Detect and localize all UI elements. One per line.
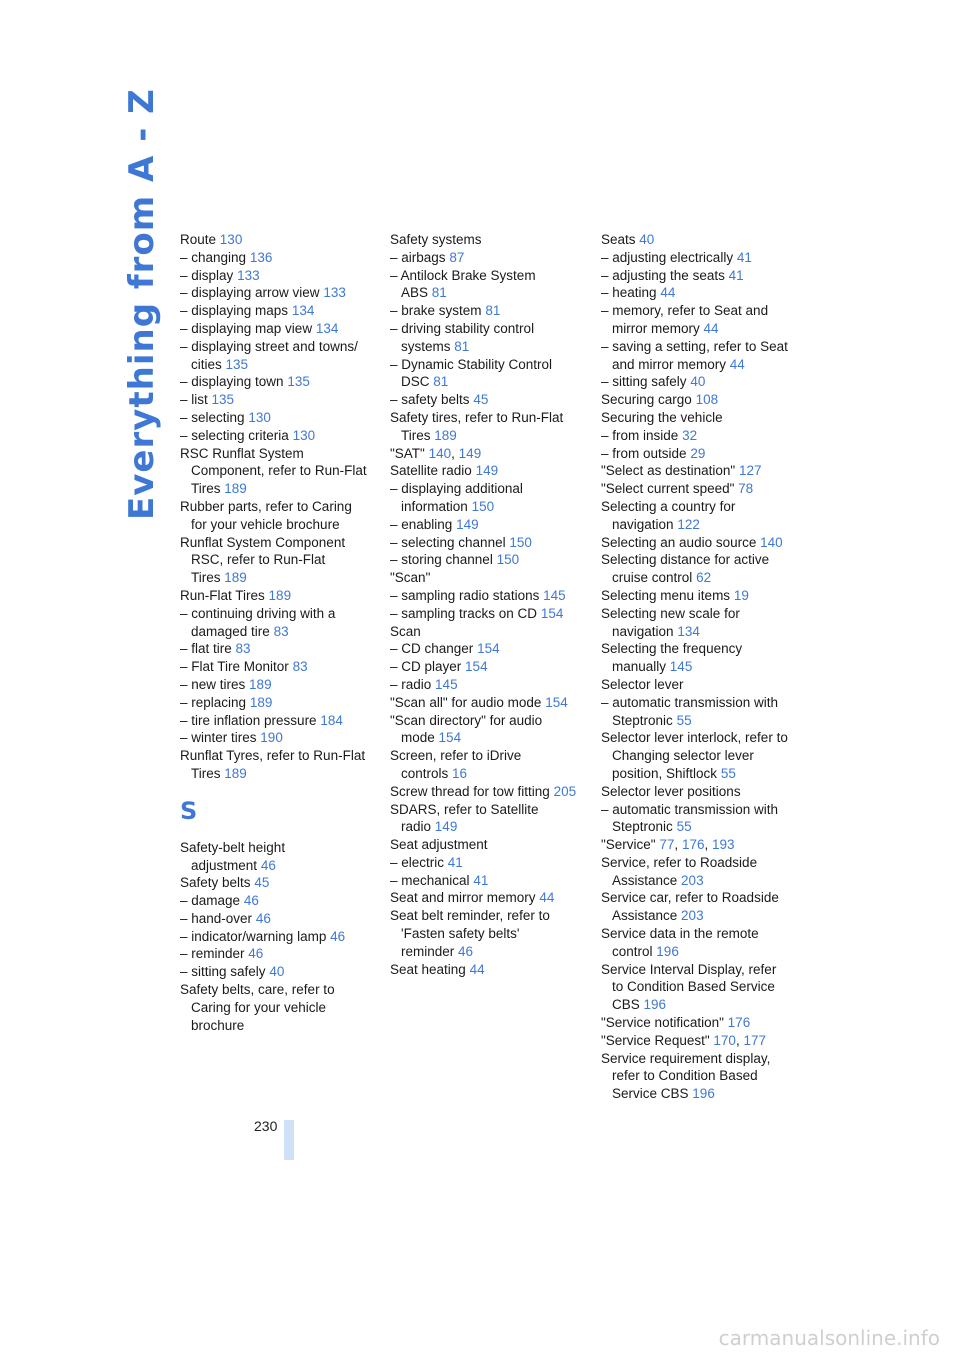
index-entry-text: Run-Flat Tires bbox=[180, 587, 265, 603]
index-entry-text: – sampling radio stations bbox=[390, 587, 540, 603]
index-entry-text: – from outside bbox=[601, 445, 687, 461]
page-reference-link[interactable]: 149 bbox=[475, 463, 499, 479]
section-title-vertical: Everything from A - Z bbox=[122, 88, 162, 520]
index-entry-text: – selecting criteria bbox=[180, 427, 289, 443]
index-entry-text: Seat belt reminder, refer to 'Fasten safety belts' reminder bbox=[390, 908, 550, 959]
index-entry-text: Safety belts, care, refer to Caring for your vehicle brochure bbox=[180, 982, 335, 1033]
index-entry bbox=[390, 516, 580, 534]
index-entry-text: Selector lever interlock, refer to Changing selector lever position, Shiftlock bbox=[601, 730, 788, 781]
page-reference-link[interactable]: 44 bbox=[539, 890, 555, 906]
page-marker-bar bbox=[284, 1120, 294, 1160]
page-reference-link[interactable]: 134 bbox=[291, 303, 315, 319]
index-entry bbox=[601, 587, 791, 605]
index-entry-text: SDARS, refer to Satellite radio bbox=[390, 801, 539, 835]
index-entry-text: – memory, refer to Seat and mirror memory bbox=[601, 303, 769, 336]
index-entry-text: Seat and mirror memory bbox=[390, 890, 536, 906]
page-reference-link[interactable]: 154 bbox=[540, 605, 564, 621]
page-reference-link[interactable]: 83 bbox=[235, 641, 251, 657]
page-reference-link[interactable]: 184 bbox=[320, 712, 343, 728]
index-entry-text: Securing the vehicle bbox=[601, 409, 723, 425]
index-entry bbox=[601, 676, 791, 694]
index-entry bbox=[601, 854, 791, 890]
index-entry-text: "Scan" bbox=[390, 570, 431, 586]
page-reference-link[interactable]: 145 bbox=[543, 587, 566, 603]
index-entry bbox=[390, 640, 580, 658]
page-reference-link[interactable]: 81 bbox=[485, 303, 501, 319]
index-entry-text: Screen, refer to iDrive controls bbox=[390, 748, 522, 781]
page-reference-link[interactable]: 41 bbox=[447, 854, 463, 870]
index-entry-text: Runflat Tyres, refer to Run-Flat Tires bbox=[180, 748, 366, 781]
page-reference-link[interactable]: 45 bbox=[254, 875, 270, 891]
page-reference-link[interactable]: 44 bbox=[703, 320, 719, 336]
page-reference-link[interactable]: 149 bbox=[458, 445, 482, 461]
index-entry bbox=[601, 445, 791, 463]
index-entry-text: – Antilock Brake System ABS bbox=[390, 267, 536, 301]
index-entry-text: Service requirement display, refer to Condition Based Service CBS bbox=[601, 1050, 771, 1102]
index-entry bbox=[601, 1050, 791, 1103]
page-reference-link[interactable]: 150 bbox=[509, 534, 532, 550]
page-reference-link[interactable]: 154 bbox=[477, 641, 500, 657]
page-reference-link[interactable]: 176 bbox=[681, 837, 705, 853]
index-entry-text: Service, refer to Roadside Assistance bbox=[601, 854, 758, 888]
index-entry-text: Screw thread for tow fitting bbox=[390, 783, 550, 799]
page-reference-link[interactable]: 154 bbox=[465, 659, 488, 675]
index-entry bbox=[390, 694, 580, 712]
index-entry bbox=[180, 694, 370, 712]
page-reference-link[interactable]: 83 bbox=[292, 659, 308, 675]
index-entry-text: – displaying street and towns/ cities bbox=[180, 338, 358, 372]
index-entry-text: Selector lever bbox=[601, 676, 684, 692]
index-entry-text: Selecting the frequency manually bbox=[601, 641, 743, 675]
index-entry-text: Selector lever positions bbox=[601, 783, 741, 799]
index-entry bbox=[601, 783, 791, 801]
index-entry bbox=[390, 409, 580, 445]
page-reference-link[interactable]: 136 bbox=[249, 249, 273, 265]
index-entry-text: – safety belts bbox=[390, 392, 470, 408]
page-reference-link[interactable]: 29 bbox=[690, 445, 706, 461]
index-entry-text: – mechanical bbox=[390, 872, 470, 888]
index-entry bbox=[180, 320, 370, 338]
page-reference-link[interactable]: 130 bbox=[219, 232, 243, 247]
index-entry bbox=[390, 302, 580, 320]
index-entry-text: Selecting new scale for navigation bbox=[601, 605, 740, 639]
page-reference-link[interactable]: 46 bbox=[243, 893, 259, 909]
index-entry bbox=[601, 249, 791, 267]
page-reference-link[interactable]: 196 bbox=[692, 1086, 715, 1102]
index-entry-text: Service Interval Display, refer to Condition Based Service CBS bbox=[601, 961, 777, 1013]
page-reference-link[interactable]: 145 bbox=[669, 659, 693, 675]
index-section-letter: S bbox=[180, 796, 198, 825]
page-reference-link[interactable]: 77 bbox=[659, 837, 675, 853]
index-entry bbox=[601, 889, 791, 925]
index-entry-text: Selecting distance for active cruise control bbox=[601, 552, 770, 586]
index-entry-text: – sitting safely bbox=[180, 964, 266, 980]
index-entry bbox=[180, 587, 370, 605]
index-entry bbox=[180, 409, 370, 427]
index-entry bbox=[180, 945, 370, 963]
index-entry bbox=[180, 729, 370, 747]
index-entry bbox=[601, 729, 791, 782]
index-entry-text: "SAT" bbox=[390, 445, 425, 461]
index-entry-text: – enabling bbox=[390, 516, 453, 532]
index-entry bbox=[390, 480, 580, 516]
index-entry bbox=[390, 889, 580, 907]
index-entry bbox=[601, 302, 791, 338]
index-entry-text: Scan bbox=[390, 623, 421, 639]
index-entry bbox=[180, 981, 370, 1034]
index-entry-text: RSC Runflat System Component, refer to Run-Flat Tires bbox=[180, 445, 367, 497]
index-entry-text: Route bbox=[180, 232, 217, 247]
index-column-1 bbox=[180, 231, 370, 1034]
index-entry bbox=[601, 961, 791, 1014]
index-entry bbox=[180, 391, 370, 409]
index-entry bbox=[601, 267, 791, 285]
index-entry-text: – Dynamic Stability Control DSC bbox=[390, 356, 553, 390]
page-reference-link[interactable]: 190 bbox=[260, 730, 283, 746]
index-entry bbox=[180, 712, 370, 730]
page-reference-link[interactable]: 44 bbox=[660, 285, 676, 301]
page-reference-link[interactable]: 81 bbox=[454, 338, 470, 354]
index-entry bbox=[390, 676, 580, 694]
page-reference-link[interactable]: 196 bbox=[643, 997, 667, 1013]
index-entry: "SAT" 140, 149 bbox=[390, 445, 482, 461]
index-entry-text: "Service notification" bbox=[601, 1015, 724, 1031]
index-entry bbox=[180, 640, 370, 658]
page-reference-link[interactable]: 196 bbox=[656, 943, 679, 959]
index-entry bbox=[180, 231, 370, 249]
page-reference-link[interactable]: 16 bbox=[452, 765, 468, 781]
index-entry bbox=[601, 551, 791, 587]
page-reference-link[interactable]: 176 bbox=[727, 1015, 751, 1031]
index-entry-text: – winter tires bbox=[180, 730, 257, 746]
page-reference-link[interactable]: 46 bbox=[458, 943, 474, 959]
index-entry-text: – adjusting electrically bbox=[601, 249, 734, 265]
index-entry bbox=[390, 801, 580, 837]
index-entry bbox=[390, 587, 580, 605]
index-entry bbox=[180, 534, 370, 587]
index-entry-text: Rubber parts, refer to Caring for your vehicle brochure bbox=[180, 498, 352, 532]
index-entry bbox=[180, 658, 370, 676]
index-entry-text: Seats bbox=[601, 232, 636, 247]
index-entry bbox=[390, 391, 580, 409]
index-entry-text: – sampling tracks on CD bbox=[390, 605, 538, 621]
page-reference-link[interactable]: 81 bbox=[433, 374, 449, 390]
page-reference-link[interactable]: 189 bbox=[434, 427, 457, 443]
page-reference-link[interactable]: 32 bbox=[682, 427, 698, 443]
page-reference-link[interactable]: 134 bbox=[677, 623, 700, 639]
index-entry-text: – airbags bbox=[390, 249, 446, 265]
page-reference-link[interactable]: 83 bbox=[273, 623, 289, 639]
index-entry bbox=[390, 551, 580, 569]
page-reference-link[interactable]: 46 bbox=[330, 928, 346, 944]
page-reference-link[interactable]: 205 bbox=[553, 783, 577, 799]
index-entry bbox=[601, 534, 791, 552]
page-reference-link[interactable]: 127 bbox=[738, 463, 762, 479]
page-reference-link[interactable]: 170 bbox=[713, 1032, 736, 1048]
index-entry-text: "Select as destination" bbox=[601, 463, 736, 479]
index-entry-text: – continuing driving with a damaged tire bbox=[180, 605, 336, 639]
index-entry bbox=[390, 872, 580, 890]
index-entry-text: – radio bbox=[390, 676, 432, 692]
index-entry bbox=[601, 605, 791, 641]
index-entry-text: – CD changer bbox=[390, 641, 474, 657]
index-entry-text: Selecting menu items bbox=[601, 587, 731, 603]
index-entry bbox=[390, 320, 580, 356]
page-reference-link[interactable]: 189 bbox=[224, 481, 247, 497]
index-entry-text: "Service" bbox=[601, 837, 656, 853]
index-entry-text: Selecting an audio source bbox=[601, 534, 757, 550]
page-reference-link[interactable]: 122 bbox=[677, 516, 700, 532]
page-reference-link[interactable]: 193 bbox=[712, 837, 735, 853]
index-entry bbox=[601, 1014, 791, 1032]
page-reference-link[interactable]: 154 bbox=[438, 730, 462, 746]
index-entry-text: – adjusting the seats bbox=[601, 267, 725, 283]
index-entry bbox=[601, 925, 791, 961]
page-reference-link[interactable]: 203 bbox=[681, 908, 704, 924]
index-entry: "Service Request" 170, 177 bbox=[601, 1032, 766, 1048]
page-reference-link[interactable]: 154 bbox=[545, 694, 568, 710]
index-entry-text: – displaying additional information bbox=[390, 481, 523, 514]
page-reference-link[interactable]: 140 bbox=[428, 445, 452, 461]
page-reference-link[interactable]: 133 bbox=[237, 267, 260, 283]
page-reference-link[interactable]: 140 bbox=[760, 534, 783, 550]
page-reference-link[interactable]: 135 bbox=[211, 392, 235, 408]
index-entry bbox=[180, 839, 370, 875]
index-entry bbox=[390, 712, 580, 748]
index-entry bbox=[601, 391, 791, 409]
index-entry bbox=[180, 445, 370, 498]
index-entry bbox=[601, 801, 791, 837]
index-entry-text: – driving stability control systems bbox=[390, 320, 535, 354]
page-reference-link[interactable]: 46 bbox=[248, 946, 264, 962]
index-entry bbox=[180, 892, 370, 910]
page-reference-link[interactable]: 189 bbox=[249, 676, 272, 692]
page-reference-link[interactable]: 41 bbox=[736, 249, 752, 265]
index-entry-text: – damage bbox=[180, 893, 241, 909]
index-entry-text: – automatic transmission with Steptronic bbox=[601, 801, 779, 835]
page-reference-link[interactable]: 134 bbox=[315, 320, 339, 336]
page-reference-link[interactable]: 189 bbox=[224, 765, 247, 781]
page-reference-link[interactable]: 87 bbox=[449, 249, 465, 265]
index-entry bbox=[180, 605, 370, 641]
index-entry-text: – selecting channel bbox=[390, 534, 506, 550]
index-entry-text: – list bbox=[180, 392, 208, 408]
page-reference-link[interactable]: 108 bbox=[695, 392, 719, 408]
page-reference-link[interactable]: 19 bbox=[733, 587, 749, 603]
page-reference-link[interactable]: 130 bbox=[292, 427, 316, 443]
index-column-3 bbox=[601, 231, 791, 1103]
index-entry-text: Safety systems bbox=[390, 232, 482, 247]
page-reference-link[interactable]: 40 bbox=[639, 232, 655, 247]
index-entry-text: Safety tires, refer to Run-Flat Tires bbox=[390, 409, 564, 443]
index-entry-text: Runflat System Component RSC, refer to Run-Flat Tires bbox=[180, 534, 346, 586]
index-entry-text: – Flat Tire Monitor bbox=[180, 659, 289, 675]
index-entry bbox=[601, 462, 791, 480]
page-number: 230 bbox=[254, 1118, 278, 1134]
index-entry-text: – heating bbox=[601, 285, 657, 301]
index-entry bbox=[180, 874, 370, 892]
index-entry bbox=[601, 427, 791, 445]
page-reference-link[interactable]: 46 bbox=[255, 910, 271, 926]
page-reference-link[interactable]: 189 bbox=[268, 587, 292, 603]
index-entry-text: – display bbox=[180, 267, 234, 283]
index-entry-text: – electric bbox=[390, 854, 445, 870]
index-entry bbox=[390, 267, 580, 303]
index-entry bbox=[180, 373, 370, 391]
page-reference-link[interactable]: 44 bbox=[469, 961, 485, 977]
index-entry-text: "Service Request" bbox=[601, 1032, 710, 1048]
page-reference-link[interactable]: 55 bbox=[720, 765, 736, 781]
page-reference-link[interactable]: 203 bbox=[681, 872, 704, 888]
index-entry-text: – displaying arrow view bbox=[180, 285, 320, 301]
page-reference-link[interactable]: 40 bbox=[690, 374, 706, 390]
index-entry-text: "Select current speed" bbox=[601, 481, 735, 497]
index-entry-text: – reminder bbox=[180, 946, 245, 962]
index-entry bbox=[180, 928, 370, 946]
index-entry bbox=[601, 640, 791, 676]
index-entry-text: Safety belts bbox=[180, 875, 251, 891]
index-entry bbox=[180, 284, 370, 302]
index-entry bbox=[180, 498, 370, 534]
index-entry bbox=[180, 302, 370, 320]
index-entry-text: – changing bbox=[180, 249, 247, 265]
index-entry-text: Service car, refer to Roadside Assistance bbox=[601, 890, 779, 924]
page-reference-link[interactable]: 177 bbox=[743, 1032, 766, 1048]
index-entry-text: – displaying maps bbox=[180, 303, 289, 319]
page-reference-link[interactable]: 46 bbox=[260, 857, 276, 873]
index-entry-text: Safety-belt height adjustment bbox=[180, 839, 286, 873]
index-entry-text: Service data in the remote control bbox=[601, 926, 759, 959]
index-entry-text: "Scan directory" for audio mode bbox=[390, 712, 543, 746]
page-reference-link[interactable]: 55 bbox=[676, 819, 692, 835]
page-reference-link[interactable]: 62 bbox=[696, 570, 712, 586]
page-reference-link[interactable]: 189 bbox=[249, 694, 273, 710]
page-reference-link[interactable]: 81 bbox=[431, 285, 447, 301]
index-entry bbox=[390, 623, 580, 641]
index-entry bbox=[180, 747, 370, 783]
index-entry bbox=[601, 373, 791, 391]
index-entry bbox=[601, 338, 791, 374]
index-entry-text: – brake system bbox=[390, 303, 482, 319]
index-entry bbox=[390, 747, 580, 783]
index-entry bbox=[390, 249, 580, 267]
index-entry bbox=[601, 498, 791, 534]
index-entry: "Service" 77, 176, 193 bbox=[601, 837, 735, 853]
index-entry-text: – tire inflation pressure bbox=[180, 712, 317, 728]
index-entry bbox=[180, 267, 370, 285]
index-entry-text: – displaying town bbox=[180, 374, 284, 390]
index-entry bbox=[601, 409, 791, 427]
page-reference-link[interactable]: 150 bbox=[496, 552, 520, 568]
index-entry bbox=[180, 963, 370, 981]
index-entry bbox=[180, 427, 370, 445]
page-reference-link[interactable]: 145 bbox=[435, 676, 458, 692]
index-entry-text: – saving a setting, refer to Seat and mirror memory bbox=[601, 338, 788, 372]
index-column-2 bbox=[390, 231, 580, 978]
index-entry bbox=[390, 356, 580, 392]
page-reference-link[interactable]: 78 bbox=[738, 481, 754, 497]
page-reference-link[interactable]: 150 bbox=[471, 498, 495, 514]
index-entry-text: Satellite radio bbox=[390, 463, 472, 479]
index-entry bbox=[390, 231, 580, 249]
page-reference-link[interactable]: 133 bbox=[323, 285, 346, 301]
index-entry-text: "Scan all" for audio mode bbox=[390, 694, 542, 710]
index-entry bbox=[180, 338, 370, 374]
index-entry-text: – displaying map view bbox=[180, 320, 313, 336]
index-entry-text: – new tires bbox=[180, 676, 246, 692]
index-entry bbox=[601, 480, 791, 498]
index-entry-text: – replacing bbox=[180, 694, 247, 710]
index-entry bbox=[390, 569, 580, 587]
index-entry bbox=[180, 910, 370, 928]
page-reference-link[interactable]: 45 bbox=[473, 392, 489, 408]
index-entry bbox=[601, 694, 791, 730]
page-reference-link[interactable]: 135 bbox=[225, 356, 249, 372]
index-entry bbox=[390, 605, 580, 623]
page-reference-link[interactable]: 41 bbox=[728, 267, 744, 283]
index-entry-text: – CD player bbox=[390, 659, 462, 675]
page-reference-link[interactable]: 55 bbox=[676, 712, 692, 728]
page-reference-link[interactable]: 130 bbox=[248, 409, 271, 425]
page-reference-link[interactable]: 149 bbox=[456, 516, 479, 532]
index-entry bbox=[601, 284, 791, 302]
footer-watermark: carmanualsonline.info bbox=[718, 1326, 940, 1350]
index-entry-text: – flat tire bbox=[180, 641, 232, 657]
index-entry-text: Seat adjustment bbox=[390, 837, 488, 853]
index-entry-text: Securing cargo bbox=[601, 392, 692, 408]
index-entry bbox=[390, 658, 580, 676]
index-entry bbox=[390, 783, 580, 801]
page-reference-link[interactable]: 135 bbox=[287, 374, 310, 390]
index-entry bbox=[390, 534, 580, 552]
index-entry-text: Selecting a country for navigation bbox=[601, 498, 736, 532]
page-reference-link[interactable]: 40 bbox=[269, 964, 285, 980]
index-entry-text: – sitting safely bbox=[601, 374, 687, 390]
index-entry-text: – indicator/warning lamp bbox=[180, 928, 327, 944]
index-entry bbox=[180, 676, 370, 694]
index-entry-text: – selecting bbox=[180, 409, 245, 425]
index-entry bbox=[390, 836, 580, 854]
index-entry-text: Seat heating bbox=[390, 961, 466, 977]
index-entry bbox=[390, 854, 580, 872]
index-entry-text: – automatic transmission with Steptronic bbox=[601, 694, 779, 728]
index-entry bbox=[390, 462, 580, 480]
index-entry-text: – from inside bbox=[601, 427, 679, 443]
index-entry-text: – storing channel bbox=[390, 552, 493, 568]
index-entry bbox=[390, 961, 580, 979]
index-entry bbox=[601, 231, 791, 249]
page-reference-link[interactable]: 41 bbox=[473, 872, 489, 888]
page-reference-link[interactable]: 149 bbox=[434, 819, 458, 835]
index-entry-text: – hand-over bbox=[180, 910, 253, 926]
page-reference-link[interactable]: 44 bbox=[729, 356, 745, 372]
page-reference-link[interactable]: 189 bbox=[224, 570, 247, 586]
index-entry bbox=[390, 907, 580, 960]
index-entry bbox=[180, 249, 370, 267]
